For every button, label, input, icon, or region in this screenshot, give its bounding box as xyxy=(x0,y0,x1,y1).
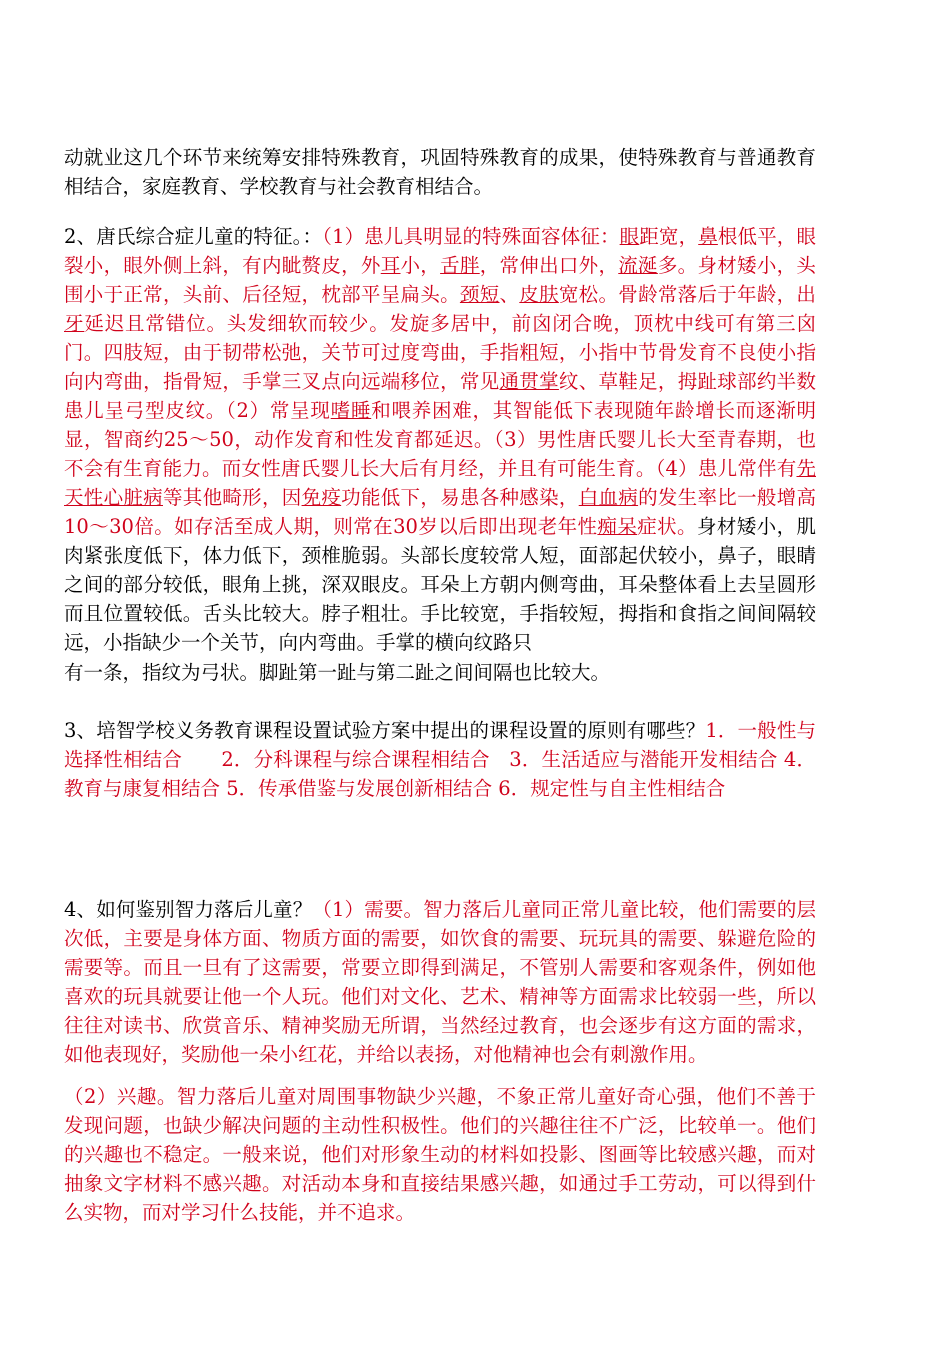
question-4-answer-2: （2）兴趣。智力落后儿童对周围事物缺少兴趣，不象正常儿童好奇心强，他们不善于发现问题，也缺少解决问题的主动性积极性。他们的兴趣往往不广泛，比较单一。他们的兴趣也不稳定。一般来说，他们对形象生动的材料如投影、图画等比较感兴趣，而对抽象文字材料不感兴趣。对活动本身和直接结果感兴趣，如通过手工劳动，可以得到什么实物，而对学习什么技能，并不追求。 xyxy=(64,1085,816,1224)
question-3 xyxy=(64,716,816,803)
question-4 xyxy=(64,895,816,1069)
question-4-title: 4、如何鉴别智力落后儿童？ xyxy=(64,898,313,921)
continuation-text: 动就业这几个环节来统筹安排特殊教育，巩固特殊教育的成果，使特殊教育与普通教育相结合，家庭教育、学校教育与社会教育相结合。 xyxy=(64,146,816,198)
question-3-answer: 1．一般性与选择性相结合 2．分科课程与综合课程相结合 3．生活适应与潜能开发相结合 4．教育与康复相结合 5．传承借鉴与发展创新相结合 6．规定性与自主性相结合 xyxy=(64,719,816,800)
continuation-paragraph xyxy=(64,143,816,201)
question-3-title: 3、培智学校义务教育课程设置试验方案中提出的课程设置的原则有哪些？ xyxy=(64,719,706,742)
question-4-answer-1: （1）需要。智力落后儿童同正常儿童比较，他们需要的层次低，主要是身体方面、物质方面的需要，如饮食的需要、玩玩具的需要、躲避危险的需要等。而且一旦有了这需要，常要立即得到满足，不管别人需要和客观条件，例如他喜欢的玩具就要让他一个人玩。他们对文化、艺术、精神等方面需求比较弱一些，所以往往对读书、欣赏音乐、精神奖励无所谓，当然经过教育，也会逐步有这方面的需求，如他表现好，奖励他一朵小红花，并给以表扬，对他精神也会有刺激作用。 xyxy=(64,898,816,1066)
question-2-answer: （1）患儿具明显的特殊面容体征：眼距宽，鼻根低平，眼裂小，眼外侧上斜，有内眦赘皮，外耳小，舌胖，常伸出口外，流涎多。身材矮小，头围小于正常，头前、后径短，枕部平呈扁头。颈短、皮肤宽松。骨龄常落后于年龄，出牙延迟且常错位。头发细软而较少。发旋多居中，前囟闭合晚，顶枕中线可有第三囟门。四肢短，由于韧带松弛，关节可过度弯曲，手指粗短，小指中节骨发育不良使小指向内弯曲，指骨短，手掌三叉点向远端移位，常见通贯掌纹、草鞋足，拇趾球部约半数患儿呈弓型皮纹。（2）常呈现嗜睡和喂养困难，其智能低下表现随年龄增长而逐渐明显，智商约25～50，动作发育和性发育都延迟。（3）男性唐氏婴儿长大至青春期，也不会有生育能力。而女性唐氏婴儿长大后有月经，并且有可能生育。（4）患儿常伴有先天性心脏病等其他畸形，因免疫功能低下，易患各种感染，白血病的发生率比一般增高10～30倍。如存活至成人期，则常在30岁以后即出现老年性痴呆症状。 xyxy=(64,225,816,538)
question-2 xyxy=(64,222,816,657)
question-2-title: 2、唐氏综合症儿童的特征。： xyxy=(64,225,323,248)
question-2-description: 身材矮小，肌肉紧张度低下，体力低下，颈椎脆弱。头部长度较常人短，面部起伏较小，鼻子，眼睛之间的部分较低，眼角上挑，深双眼皮。耳朵上方朝内侧弯曲，耳朵整体看上去呈圆形而且位置较低。舌头比较大。脖子粗壮。手比较宽，手指较短，拇指和食指之间间隔较远，小指缺少一个关节，向内弯曲。手掌的横向纹路只 xyxy=(64,515,816,654)
question-2-last-line: 有一条，指纹为弓状。脚趾第一趾与第二趾之间间隔也比较大。 xyxy=(64,661,611,684)
